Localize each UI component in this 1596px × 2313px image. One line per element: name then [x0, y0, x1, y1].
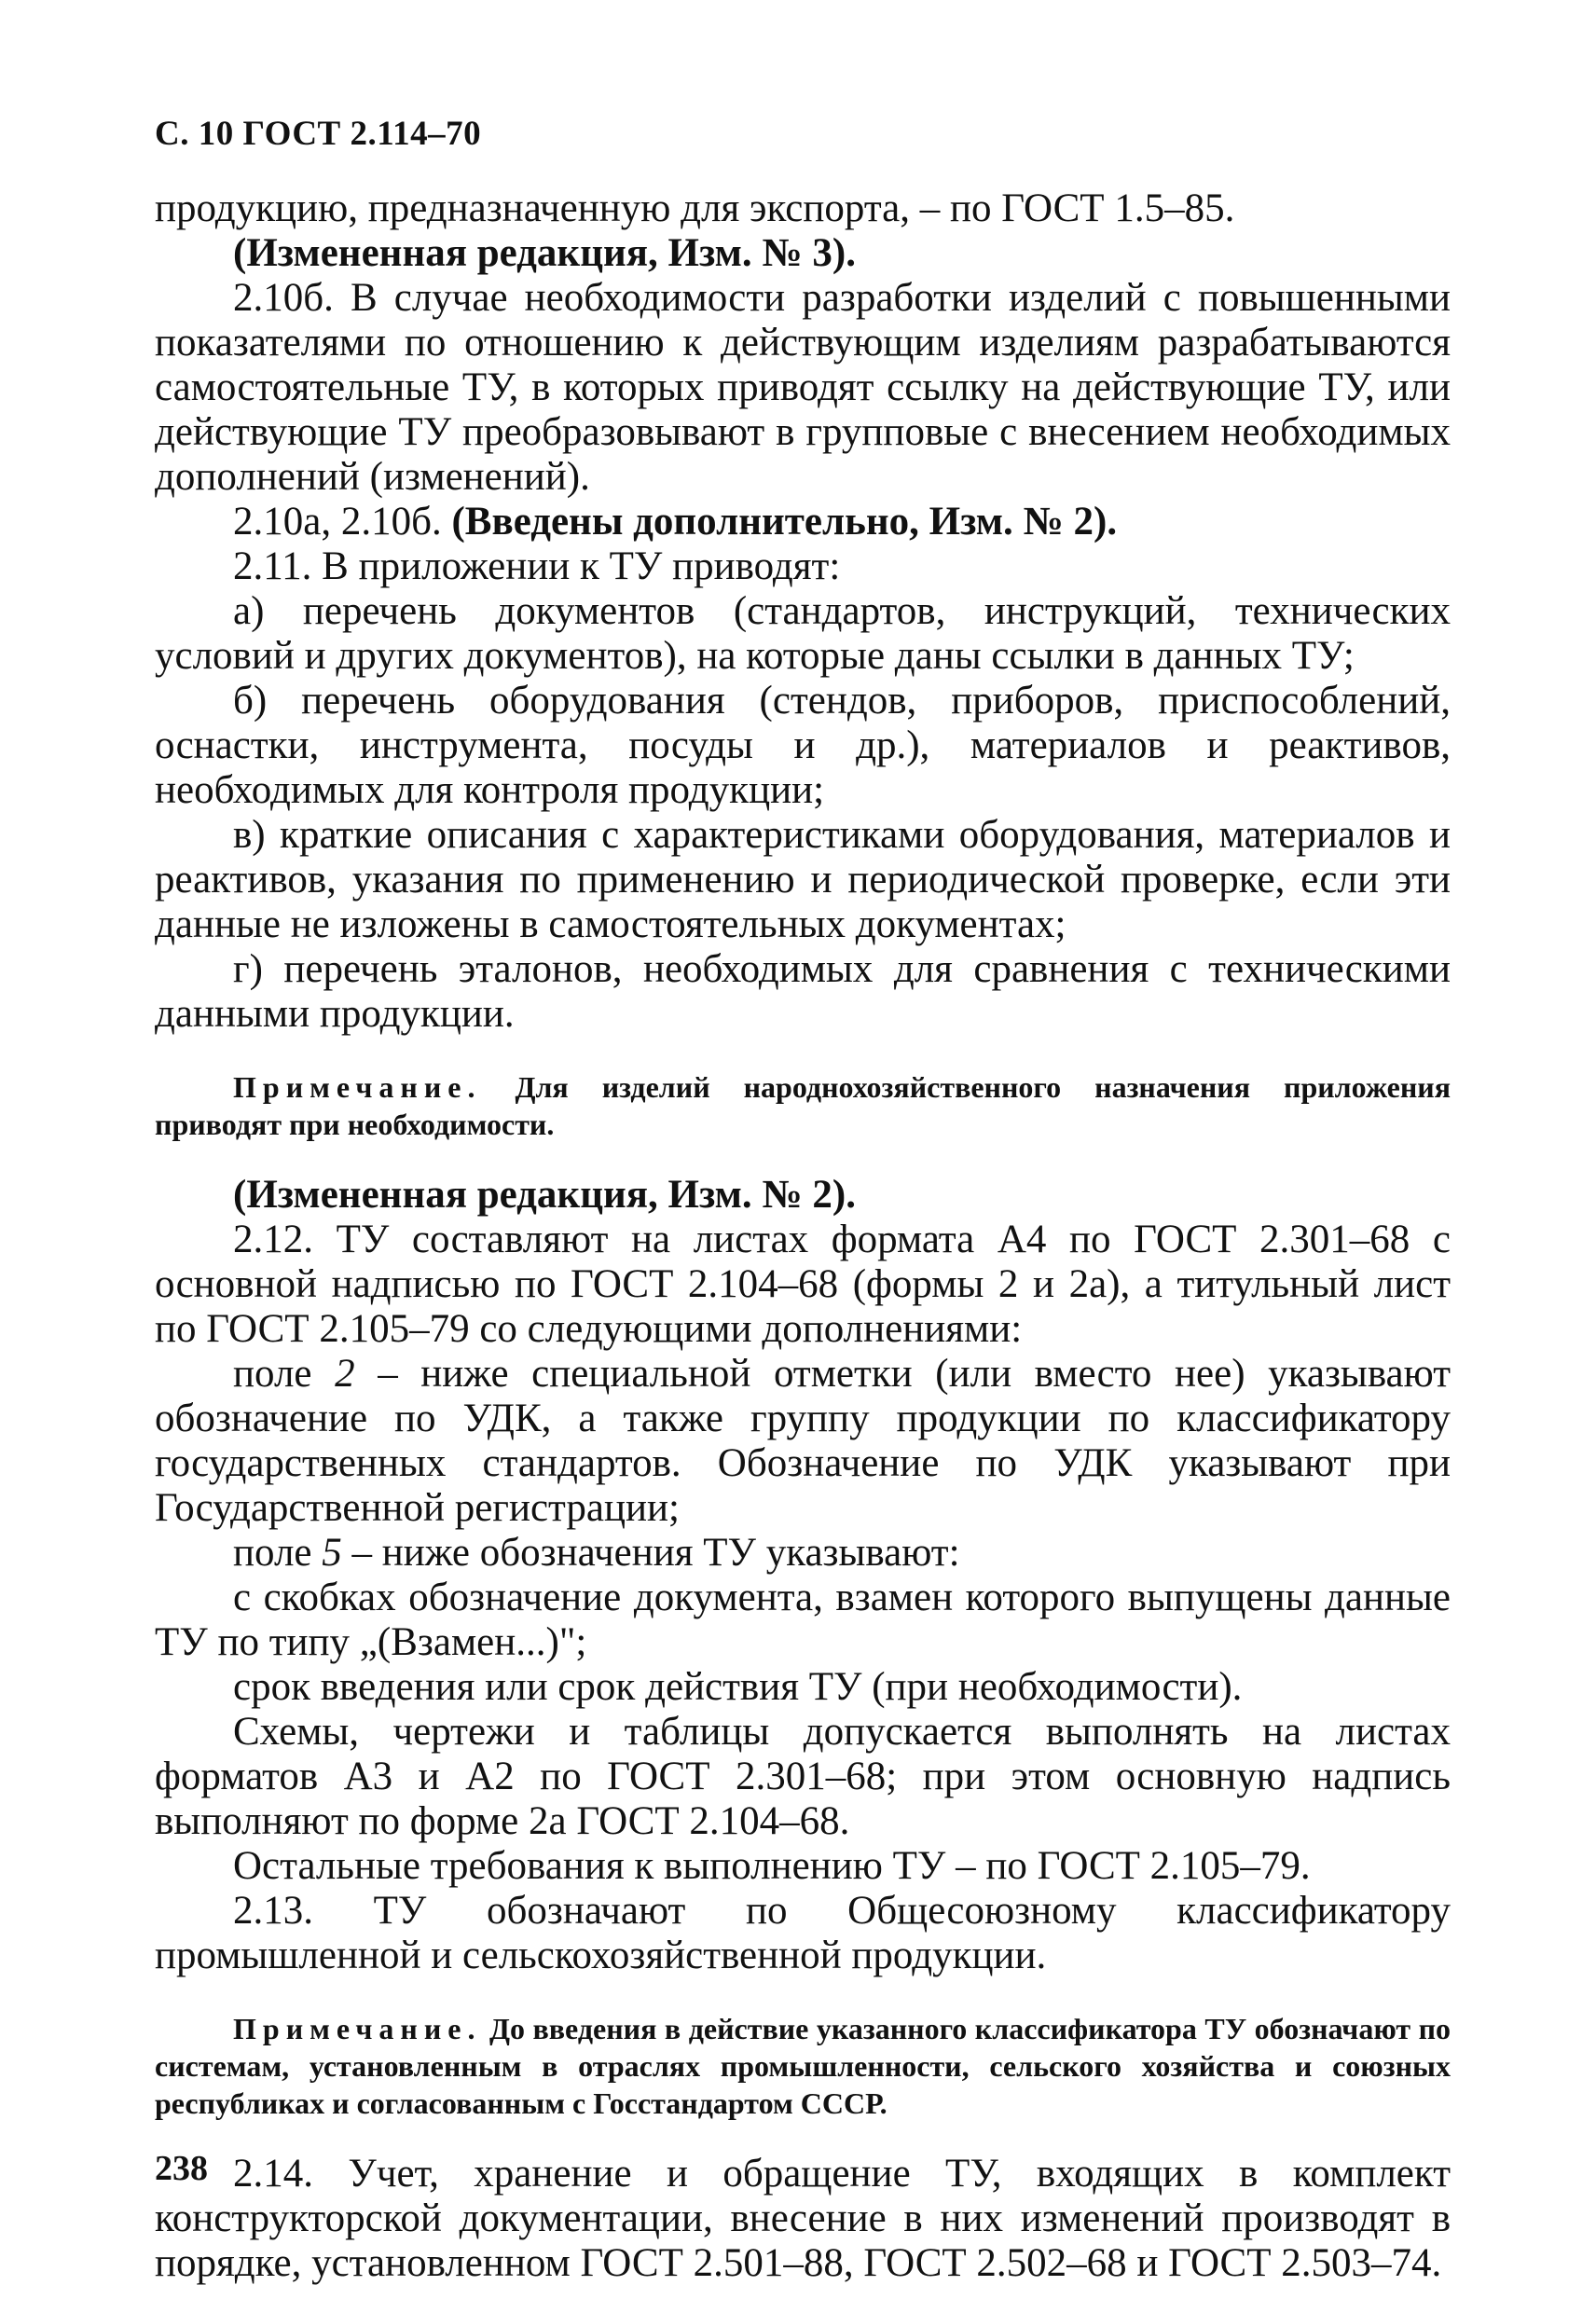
paragraph-2-11: 2.11. В приложении к ТУ приводят: — [233, 544, 841, 588]
paragraph: продукцию, предназначенную для экспорта, – по ГОСТ 1.5–85. — [155, 186, 1235, 230]
list-item-b: б) перечень оборудования (стендов, приборов, приспособлений, оснастки, инструмента, посуды и др.), материалов и реактивов, необходимых для контроля продукции; — [155, 679, 1451, 812]
paragraph: срок введения или срок действия ТУ (при необходимости). — [233, 1665, 1243, 1709]
page-number: 238 — [155, 2149, 208, 2188]
clause-ref: 2.10а, 2.10б. — [233, 500, 442, 544]
field-text: – ниже обозначения ТУ указывают: — [351, 1531, 960, 1575]
paragraph: с скобках обозначение документа, взамен которого выпущены данные ТУ по типу „(Взамен...)"; — [155, 1576, 1451, 1664]
revision-note: (Измененная редакция, Изм. № 2). — [233, 1173, 856, 1217]
page-header: С. 10 ГОСТ 2.114–70 — [155, 115, 482, 153]
list-item-a: а) перечень документов (стандартов, инструкций, технических условий и других документов), на которые даны ссылки в данных ТУ; — [155, 589, 1451, 678]
list-item-g: г) перечень эталонов, необходимых для сравнения с техническими данными продукции. — [155, 947, 1451, 1036]
field-word: поле — [233, 1531, 312, 1575]
field-number: 5 — [322, 1531, 342, 1575]
field-word: поле — [233, 1352, 312, 1396]
paragraph-2-10b: 2.10б. В случае необходимости разработки изделий с повышенными показателями по отношению к действующим изделиям разрабатываются самостоятельные ТУ, в которых приводят ссылку на действующие ТУ, или действующие ТУ преобразовывают в групповые с внесением необходимых дополнений (изменений). — [155, 276, 1451, 499]
paragraph-2-13: 2.13. ТУ обозначают по Общесоюзному классификатору промышленной и сельскохозяйственной продукции. — [155, 1889, 1451, 1977]
document-body — [155, 186, 1451, 2286]
note-1 — [155, 1068, 1451, 1143]
note-label: Примечание. — [233, 2012, 482, 2045]
paragraph: Схемы, чертежи и таблицы допускается выполнять на листах форматов А3 и А2 по ГОСТ 2.301–68; при этом основную надпись выполняют по форме 2а ГОСТ 2.104–68. — [155, 1710, 1451, 1843]
paragraph-2-10-intro — [155, 500, 1451, 544]
note-label: Примечание. — [233, 1070, 482, 1104]
paragraph-2-12: 2.12. ТУ составляют на листах формата А4 по ГОСТ 2.301–68 с основной надписью по ГОСТ 2.104–68 (формы 2 и 2а), а титульный лист по ГОСТ 2.105–79 со следующими дополнениями: — [155, 1218, 1451, 1351]
note-text: Для изделий народнохозяйственного назначения приложения приводят при необходимости. — [155, 1070, 1452, 1141]
note-text: До введения в действие указанного классификатора ТУ обозначают по системам, установленным в отраслях промышленности, сельского хозяйства и союзных республиках и согласованным с Госстандартом СССР. — [155, 2012, 1452, 2120]
revision-note: (Измененная редакция, Изм. № 3). — [233, 231, 856, 275]
paragraph-2-14: 2.14. Учет, хранение и обращение ТУ, входящих в комплект конструкторской документации, внесение в них изменений производят в порядке, установленном ГОСТ 2.501–88, ГОСТ 2.502–68 и ГОСТ 2.503–74. — [155, 2152, 1451, 2285]
field-text: – ниже специальной отметки (или вместо нее) указывают обозначение по УДК, а также группу продукции по классификатору государственных стандартов. Обозначение по УДК указывают при Государственной регистрации; — [155, 1352, 1451, 1530]
field-2-paragraph — [155, 1352, 1451, 1531]
field-number: 2 — [335, 1352, 355, 1396]
list-item-v: в) краткие описания с характеристиками оборудования, материалов и реактивов, указания по применению и периодической проверке, если эти данные не изложены в самостоятельных документах; — [155, 813, 1451, 946]
note-2 — [155, 2010, 1451, 2122]
field-5-paragraph — [155, 1531, 1451, 1576]
revision-note: (Введены дополнительно, Изм. № 2). — [451, 500, 1118, 544]
paragraph: Остальные требования к выполнению ТУ – по ГОСТ 2.105–79. — [233, 1844, 1311, 1888]
